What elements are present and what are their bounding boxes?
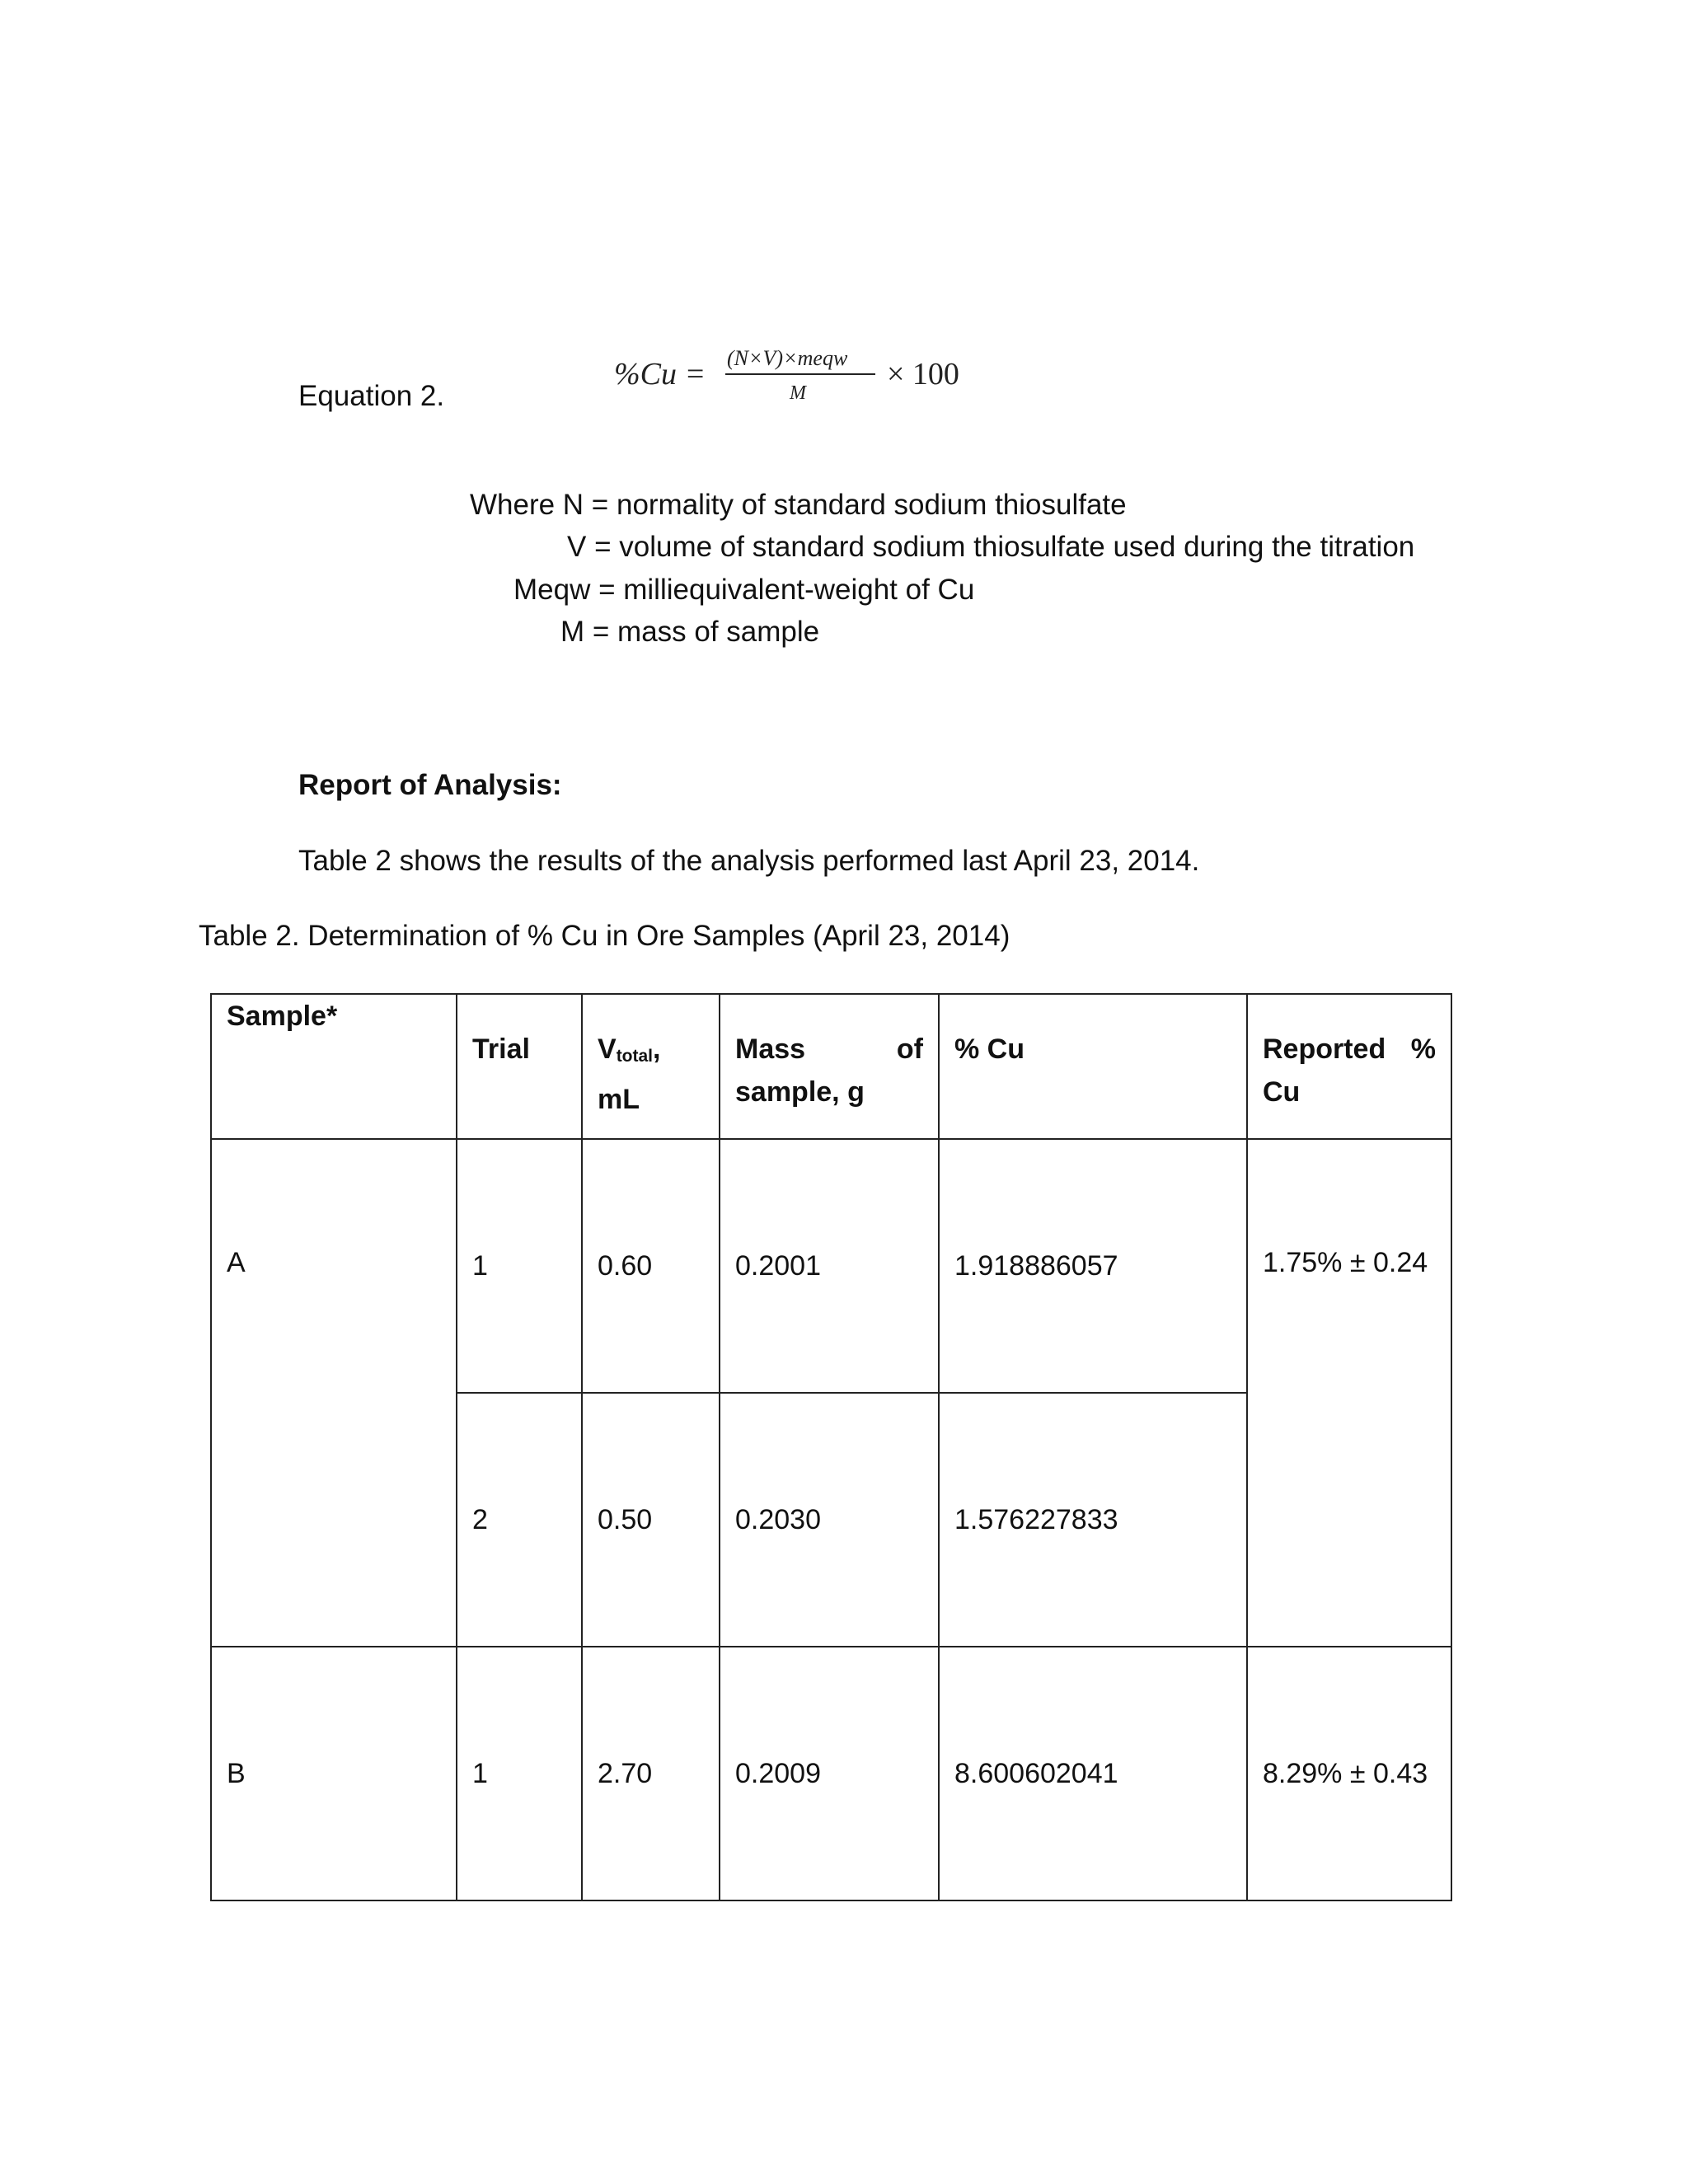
header-reported bbox=[1247, 994, 1451, 1139]
report-heading: Report of Analysis: bbox=[298, 769, 562, 801]
equation-numerator: (N×V)×meqw bbox=[727, 346, 848, 370]
cell-reported: 1.75% ± 0.24 bbox=[1247, 1139, 1451, 1647]
equation-rhs: × 100 bbox=[887, 357, 959, 391]
cell-mass: 0.2009 bbox=[720, 1647, 939, 1900]
header-mass bbox=[720, 994, 939, 1139]
cell-sample: B bbox=[211, 1647, 457, 1900]
header-mass-word: Mass bbox=[735, 1033, 806, 1065]
equation-denominator: M bbox=[790, 382, 806, 404]
cell-trial: 1 bbox=[457, 1647, 582, 1900]
header-vtotal bbox=[582, 994, 720, 1139]
header-vtotal-sub: total bbox=[616, 1047, 654, 1066]
table-row bbox=[211, 1139, 1451, 1393]
cell-vtotal: 2.70 bbox=[582, 1647, 720, 1900]
cell-trial: 2 bbox=[457, 1393, 582, 1647]
definition-m: M = mass of sample bbox=[560, 616, 820, 648]
definition-n: Where N = normality of standard sodium thiosulfate bbox=[470, 489, 1127, 521]
header-cu: % Cu bbox=[939, 994, 1247, 1139]
equation-lhs: %Cu = bbox=[614, 357, 706, 391]
header-reported-cu: Cu bbox=[1263, 1076, 1301, 1108]
cell-vtotal: 0.50 bbox=[582, 1393, 720, 1647]
header-reported-percent: % bbox=[1410, 1033, 1436, 1065]
equation-label: Equation 2. bbox=[298, 380, 445, 412]
header-reported-word: Reported bbox=[1263, 1033, 1386, 1065]
definition-meqw: Meqw = milliequivalent-weight of Cu bbox=[513, 574, 975, 606]
cell-sample: A bbox=[211, 1139, 457, 1647]
cell-trial: 1 bbox=[457, 1139, 582, 1393]
cell-mass: 0.2030 bbox=[720, 1393, 939, 1647]
results-table bbox=[210, 993, 1452, 1901]
cell-cu: 1.576227833 bbox=[939, 1393, 1247, 1647]
cell-cu: 8.600602041 bbox=[939, 1647, 1247, 1900]
cell-vtotal: 0.60 bbox=[582, 1139, 720, 1393]
header-vtotal-main: V bbox=[598, 1033, 617, 1065]
table-row bbox=[211, 1647, 1451, 1900]
cell-reported: 8.29% ± 0.43 bbox=[1247, 1647, 1451, 1900]
cell-mass: 0.2001 bbox=[720, 1139, 939, 1393]
header-mass-unit: sample, g bbox=[735, 1076, 865, 1108]
header-mass-of: of bbox=[896, 1033, 923, 1065]
header-vtotal-unit: , mL bbox=[598, 1033, 661, 1115]
table-caption: Table 2. Determination of % Cu in Ore Samples (April 23, 2014) bbox=[199, 920, 1010, 952]
cell-cu: 1.918886057 bbox=[939, 1139, 1247, 1393]
header-trial: Trial bbox=[457, 994, 582, 1139]
header-sample: Sample* bbox=[211, 994, 457, 1139]
table-header-row bbox=[211, 994, 1451, 1139]
equation-fraction-bar bbox=[725, 373, 875, 375]
definition-v: V = volume of standard sodium thiosulfate used during the titration bbox=[567, 531, 1415, 563]
report-sentence: Table 2 shows the results of the analysis performed last April 23, 2014. bbox=[298, 845, 1200, 877]
